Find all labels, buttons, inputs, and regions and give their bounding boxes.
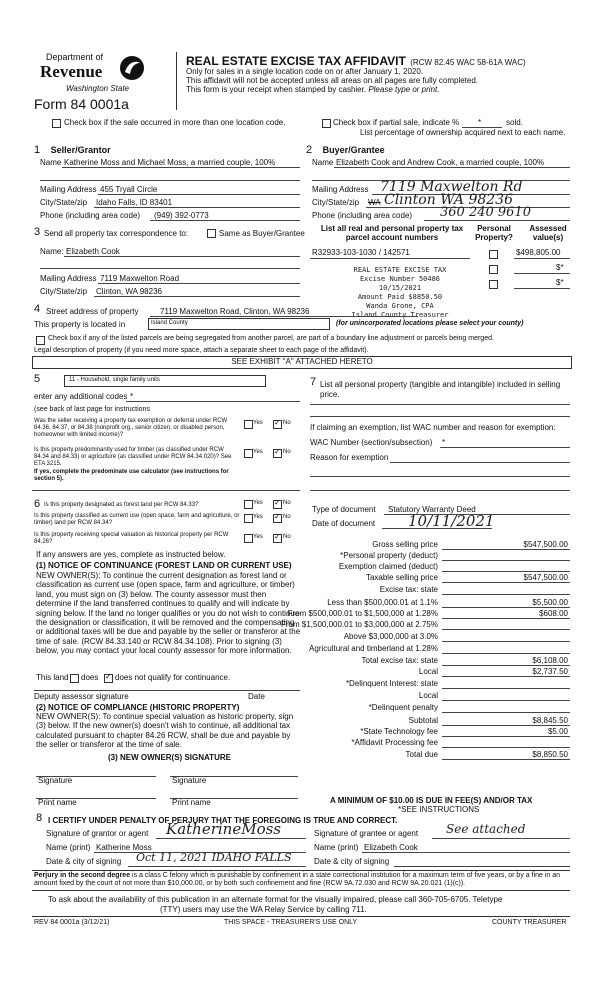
calc-line	[442, 676, 570, 677]
assessed-col-header: Assessed value(s)	[529, 224, 567, 242]
corr-name-line	[64, 256, 300, 257]
calc-label: Gross selling price	[372, 540, 438, 549]
wac-value[interactable]: *	[442, 438, 446, 447]
notice3-heading: (3) NEW OWNER(S) SIGNATURE	[108, 753, 231, 762]
title-ref: (RCW 82.45 WAC 58-61A WAC)	[410, 58, 526, 67]
county-treasurer: COUNTY TREASURER	[492, 919, 567, 926]
minimum-due: A MINIMUM OF $10.00 IS DUE IN FEE(S) AND/OR TAX	[330, 796, 533, 805]
partial-sold: sold.	[506, 118, 523, 127]
land-does-not-label: does not qualify for continuance.	[115, 673, 231, 682]
seller-phone-label: Phone (including area code)	[40, 211, 141, 220]
calc-line	[442, 594, 570, 595]
calc-line	[442, 747, 570, 748]
partial-sale-label: Check box if partial sale, indicate %	[333, 118, 460, 127]
seller-phone-line	[150, 220, 300, 221]
notice1-body: NEW OWNER(S): To continue the current designation as forest land or classification as current use (open space, farm and agriculture, or timber) land, you must sign on (3) below. The county assessor must then determine if the land transferred continues to qualify and will indicate by signing below. If the land no longer qualifies or you do not wish to continue the designation or classification, it will be removed and the compensating or additional taxes will be due and payable by the seller or transferor at the time of sale. (RCW 84.33.140 or RCW 84.34.108). Prior to signing (3) below, you may contact your local county assessor for more information.	[36, 571, 301, 656]
perjury-bold: Perjury in the second degree	[34, 872, 131, 879]
notice2-body: NEW OWNER(S): To continue special valuation as historic property, sign (3) below. If the new owner(s) doesn't wish to continue, all additional tax calculated pursuant to chapter 84.26 RCW, shall be due and payable by the seller or transferor at the time of sale.	[36, 712, 294, 750]
calc-label: Local	[418, 691, 438, 700]
grantor-sig-label: Signature of grantor or agent	[46, 829, 149, 838]
seller-mail[interactable]: 455 Tryall Circle	[100, 185, 158, 194]
use-code-value: 11 - Household, single family units	[69, 377, 160, 383]
s5-q2b: If yes, complete the predominate use calculator (see instructions for section 5).	[34, 469, 229, 482]
calc-label: *Delinquent Interest: state	[345, 679, 438, 688]
s6-q3: Is this property receiving special valuation as historical property per RCW 84.26?	[34, 532, 229, 545]
s7-line-2	[310, 416, 570, 417]
perjury-text: is a class C felony which is punishable by confinement in a state correctional institution for a maximum term of five years, or by a fine in an amount fixed by the court of not more than $10,000.00, or by both such confinement and fine (RCW 9A.72.030 and RCW 9A.20.021 (1)(c)).	[34, 872, 561, 887]
seller-name-label: Name	[40, 158, 62, 167]
calc-value[interactable]: $547,500.00	[523, 540, 568, 549]
seller-mail-label: Mailing Address	[40, 185, 97, 194]
buyer-city-strike: WA	[368, 198, 381, 207]
calc-line	[442, 725, 570, 726]
s5-q2-yes: Yes	[253, 449, 263, 455]
calc-label: Agricultural and timberland at 1.28%	[309, 644, 438, 653]
land-does-label: does	[81, 673, 99, 682]
calc-line	[442, 688, 570, 689]
grantor-signature[interactable]: KatherineMoss	[166, 820, 282, 838]
dept-line3: Washington State	[66, 84, 130, 93]
doc-date-value[interactable]: 10/11/2021	[408, 512, 495, 530]
rev-number: REV 84 0001a (3/12/21)	[34, 919, 110, 926]
personal-prop-checkbox-2[interactable]	[489, 265, 498, 274]
buyer-mail-label: Mailing Address	[312, 185, 369, 194]
stamp-line4: Amount Paid $8850.50	[357, 293, 443, 301]
s6-q3-no: No	[283, 534, 291, 540]
located-label: This property is located in	[34, 320, 126, 329]
calc-value[interactable]: $6,108.00	[532, 656, 568, 665]
seller-city[interactable]: Idaho Falls, ID 83401	[96, 198, 173, 207]
calc-value[interactable]: $608.00	[539, 609, 568, 618]
calc-label: From $1,500,000.01 to $3,000,000 at 2.75%	[280, 620, 438, 629]
land-does-box[interactable]	[70, 674, 79, 683]
calc-line	[442, 653, 570, 654]
section5-num: 5	[34, 373, 41, 385]
form-number: Form 84 0001a	[34, 96, 129, 112]
buyer-num: 2	[306, 144, 313, 156]
seller-heading: Seller/Grantor	[50, 145, 111, 155]
grantor-sig-line	[156, 838, 306, 839]
calc-value[interactable]: $8,850.50	[532, 750, 568, 759]
calc-label: Local	[418, 667, 438, 676]
calc-line	[442, 607, 570, 608]
s5-q1-yes: Yes	[253, 420, 263, 426]
s6-if-yes: If any answers are yes, complete as instructed below.	[36, 550, 226, 559]
calc-value[interactable]: $2,737.50	[532, 667, 568, 676]
segregated-checkbox[interactable]	[36, 336, 45, 345]
calc-line	[442, 618, 570, 619]
footer-rule-3	[32, 916, 570, 917]
stamp-line2: Excise Number 50486	[359, 275, 441, 283]
corr-city-label: City/State/zip	[40, 287, 88, 296]
subtitle-3b: Please type or print.	[368, 85, 440, 94]
calc-line	[442, 736, 570, 737]
calc-line	[442, 712, 570, 713]
buyer-phone-label: Phone (including area code)	[312, 211, 413, 220]
calc-value[interactable]: $547,500.00	[523, 573, 568, 582]
grantee-sig-line	[432, 838, 570, 839]
seller-name-line	[62, 167, 300, 168]
this-land-label: This land	[36, 673, 69, 682]
see-back-label: (see back of last page for instructions	[34, 406, 150, 413]
s5-q1-no: No	[283, 420, 291, 426]
additional-line	[126, 401, 300, 402]
s5-q1-no-box[interactable]	[273, 420, 282, 429]
calc-line	[442, 582, 570, 583]
s6-q1-no: No	[283, 500, 291, 506]
county-note: (for unincorporated locations please select your county)	[336, 320, 524, 327]
wac-label: WAC Number (section/subsection)	[310, 438, 433, 447]
buyer-name-line	[334, 167, 570, 168]
calc-line	[442, 700, 570, 701]
seller-city-line	[94, 207, 300, 208]
doc-date-line	[382, 528, 492, 529]
owner-print-label-2: Print name	[172, 798, 211, 807]
certify-text: I CERTIFY UNDER PENALTY OF PERJURY THAT THE FOREGOING IS TRUE AND CORRECT.	[48, 816, 398, 825]
segregated-label: Check box if any of the listed parcels are being segregated from another parcel, are part of a boundary line adjustment or parcels being merged.	[48, 335, 494, 342]
section6-num: 6	[34, 498, 41, 510]
assessor-sig-label: Deputy assessor signature	[34, 692, 129, 701]
grantee-signature[interactable]: See attached	[446, 822, 526, 836]
county-select[interactable]	[148, 318, 330, 330]
property-num: 4	[34, 303, 41, 315]
owner-print-label-1: Print name	[38, 798, 77, 807]
subtitle-2: This affidavit will not be accepted unless all areas on all pages are fully completed.	[186, 76, 479, 85]
stamp-line1: REAL ESTATE EXCISE TAX	[353, 266, 447, 274]
s7-line-1	[310, 404, 570, 405]
partial-note: List percentage of ownership acquired next to each name.	[360, 128, 566, 137]
owner-sig-label-1: Signature	[38, 776, 73, 785]
seller-phone[interactable]: (949) 392-0773	[154, 211, 209, 220]
use-code-select[interactable]	[64, 375, 266, 387]
perjury-notice	[34, 872, 570, 888]
seller-name-line2	[40, 180, 300, 181]
dept-line2: Revenue	[40, 62, 103, 81]
grantee-sig-label: Signature of grantee or agent	[314, 829, 419, 838]
county-value: Island County	[151, 320, 188, 326]
buyer-phone-line	[424, 220, 570, 221]
calc-value[interactable]: $5,500.00	[532, 598, 568, 607]
grantee-name-line	[362, 852, 570, 853]
wac-line	[440, 447, 570, 448]
tax-calculation	[280, 540, 572, 820]
corr-name-label: Name:	[40, 247, 64, 256]
stamp-line6: Island County Treasurer	[351, 311, 449, 319]
reason-line-2	[310, 476, 570, 477]
subtitle-3	[186, 85, 439, 94]
calc-label: *Delinquent penalty	[368, 703, 438, 712]
personal-prop-checkbox-1[interactable]	[489, 250, 498, 259]
seller-section	[34, 140, 111, 158]
exhibit-text: SEE EXHIBIT "A" ATTACHED HERETO	[231, 357, 373, 366]
dept-line1: Department of	[46, 52, 104, 62]
corr-city[interactable]: Clinton, WA 98236	[96, 287, 162, 296]
calc-label: From $500,000.01 to $1,500,000 at 1.28%	[287, 609, 438, 618]
s6-q1: Is this property designated as forest land per RCW 84.33?	[44, 502, 199, 508]
see-instructions: *SEE INSTRUCTIONS	[398, 805, 480, 814]
s6-q3-yes: Yes	[253, 534, 263, 540]
buyer-name-label: Name	[312, 158, 334, 167]
treasurer-stamp	[330, 266, 470, 320]
calc-label: Above $3,000,000 at 3.0%	[343, 632, 438, 641]
seller-city-label: City/State/zip	[40, 198, 88, 207]
partial-pct[interactable]: *	[478, 118, 482, 127]
seller-num: 1	[34, 144, 41, 156]
wa-logo-icon	[118, 54, 146, 82]
section8-num: 8	[36, 812, 43, 824]
calc-line	[442, 560, 570, 561]
grantor-date-line	[128, 866, 306, 867]
calc-line	[442, 629, 570, 630]
seller-name[interactable]: Katherine Moss and Michael Moss, a married couple, 100%	[64, 158, 276, 167]
s6-q2-yes: Yes	[253, 514, 263, 520]
grantee-name[interactable]: Elizabeth Cook	[364, 843, 418, 852]
property-address-label: Street address of property	[46, 307, 139, 316]
same-as-buyer-label: Same as Buyer/Grantee	[219, 229, 305, 238]
calc-label: Taxable selling price	[365, 573, 438, 582]
assessed-value[interactable]: $498,805.00	[516, 248, 561, 257]
section7-label: List all personal property (tangible and intangible) included in selling price.	[320, 380, 561, 399]
corr-mail[interactable]: 7119 Maxwelton Road	[100, 274, 180, 283]
doc-type-value[interactable]: Statutory Warranty Deed	[388, 505, 476, 514]
s6-q2-no: No	[283, 514, 291, 520]
correspondence-num: 3	[34, 226, 41, 238]
parcel-line	[310, 258, 470, 259]
s6-q1-no-box[interactable]	[273, 500, 282, 509]
corr-mail-label: Mailing Address	[40, 274, 97, 283]
access-line-2: (TTY) users may use the WA Relay Service by calling 711.	[160, 905, 367, 914]
grantor-name[interactable]: Katherine Moss	[96, 843, 152, 852]
stamp-line3: 10/15/2021	[378, 284, 422, 292]
buyer-city[interactable]: Clinton WA 98236	[384, 192, 513, 208]
footer-rule-1	[32, 870, 570, 871]
doc-type-label: Type of document	[312, 505, 376, 514]
corr-name-line2	[40, 268, 300, 269]
buyer-section	[306, 140, 385, 158]
s5-divider	[32, 490, 300, 491]
s6-q1-yes-box[interactable]	[244, 500, 253, 509]
notice2-heading: (2) NOTICE OF COMPLIANCE (HISTORIC PROPERTY)	[36, 703, 240, 712]
s5-q2-no-box[interactable]	[273, 449, 282, 458]
s5-q2-no: No	[283, 449, 291, 455]
grantee-name-label: Name (print)	[314, 843, 359, 852]
calc-line	[442, 571, 570, 572]
s6-q2-no-box[interactable]	[273, 514, 282, 523]
land-does-not-box[interactable]	[104, 674, 113, 683]
reason-line-3	[310, 490, 570, 491]
subtitle-1: Only for sales in a single location code on or after January 1, 2020.	[186, 67, 424, 76]
s6-q1-yes: Yes	[253, 500, 263, 506]
s5-q1-yes-box[interactable]	[244, 420, 253, 429]
calc-label: Subtotal	[408, 716, 438, 725]
corr-city-line	[94, 296, 300, 297]
additional-codes-value[interactable]: *	[130, 392, 134, 401]
subtitle-3a: This form is your receipt when stamped by cashier.	[186, 85, 367, 94]
notice1-heading: (1) NOTICE OF CONTINUANCE (FOREST LAND OR CURRENT USE)	[36, 561, 292, 570]
grantor-date-label: Date & city of signing	[46, 857, 122, 866]
grantee-date-line	[394, 866, 570, 867]
corr-name[interactable]: Elizabeth Cook	[66, 247, 120, 256]
buyer-name[interactable]: Elizabeth Cook and Andrew Cook, a married couple, 100%	[336, 158, 545, 167]
reason-line-1	[390, 462, 570, 463]
seller-mail-line	[98, 194, 300, 195]
same-as-buyer-checkbox[interactable]	[207, 229, 216, 238]
header-divider	[176, 52, 177, 110]
s6-q3-yes-box[interactable]	[244, 534, 253, 543]
title-text: REAL ESTATE EXCISE TAX AFFIDAVIT	[186, 54, 406, 68]
grantor-date-city[interactable]: Oct 11, 2021 IDAHO FALLS	[136, 851, 292, 864]
multi-location-checkbox[interactable]	[52, 119, 61, 128]
assessed-blank-2[interactable]: $*	[556, 263, 564, 272]
s5-q1: Was the seller receiving a property tax exemption or deferral under RCW 84.36, 84.37, or 84.38 (nonprofit org., senior citizen, or disabled person, homeowner with limited income)?	[34, 418, 228, 438]
corr-mail-line	[98, 283, 300, 284]
additional-codes-label: enter any additional codes	[34, 392, 128, 401]
s5-q2: Is this property predominantly used for timber (as classified under RCW 84.34 and 84.33) or agriculture (as classified under RCW 84.34.020)? See ETA 3215.	[34, 447, 232, 467]
calc-label: *State Technology fee	[360, 727, 438, 736]
partial-sale-checkbox[interactable]	[322, 119, 331, 128]
buyer-heading: Buyer/Grantee	[322, 145, 385, 155]
assessed-blank-3[interactable]: $*	[556, 278, 564, 287]
property-address[interactable]: 7119 Maxwelton Road, Clinton, WA 98236	[160, 307, 310, 316]
access-line-1: To ask about the availability of this publication in an alternate format for the visually impaired, please call 360-705-6705. Teletype	[48, 895, 503, 904]
correspondence-label: Send all property tax correspondence to:	[44, 229, 189, 238]
personal-prop-checkbox-3[interactable]	[489, 280, 498, 289]
owner-sig-label-2: Signature	[172, 776, 207, 785]
calc-line	[442, 549, 570, 550]
section7-num: 7	[310, 376, 317, 388]
s6-q2: Is this property classified as current use (open space, farm and agriculture, or timber) land per RCW 84.34?	[34, 513, 240, 526]
assessed-line-2	[514, 273, 570, 274]
calc-value[interactable]: $8,845.50	[532, 716, 568, 725]
s6-q3-no-box[interactable]	[273, 534, 282, 543]
calc-label: Excise tax: state	[379, 585, 438, 594]
buyer-city-label: City/State/zip	[312, 198, 360, 207]
calc-label: *Affidavit Processing fee	[351, 738, 438, 747]
s5-q2-yes-box[interactable]	[244, 449, 253, 458]
calc-label: Total excise tax: state	[361, 656, 438, 665]
treasurer-space: THIS SPACE - TREASURER'S USE ONLY	[224, 919, 358, 926]
calc-line	[442, 759, 570, 760]
buyer-phone[interactable]: 360 240 9610	[440, 205, 531, 220]
grantor-name-label: Name (print)	[46, 843, 91, 852]
parcel-col-header: List all real and personal property tax parcel account numbers	[320, 224, 464, 242]
calc-label: Less than $500,000.01 at 1.1%	[327, 598, 438, 607]
grantee-date-label: Date & city of signing	[314, 857, 390, 866]
personal-col-header: Personal Property?	[475, 224, 513, 242]
doc-date-label: Date of document	[312, 519, 376, 528]
assessed-line-3	[514, 288, 570, 289]
buyer-mail[interactable]: 7119 Maxwelton Rd	[380, 179, 523, 195]
footer-rule-2	[32, 890, 570, 891]
assessed-line-1	[514, 258, 570, 259]
exhibit-box[interactable]	[32, 356, 572, 369]
exemption-label: If claiming an exemption, list WAC number and reason for exemption:	[310, 423, 556, 432]
calc-value[interactable]: $5.00	[547, 727, 568, 736]
calc-label: Exemption claimed (deduct)	[338, 562, 438, 571]
reason-label: Reason for exemption	[310, 453, 389, 462]
assessor-date-label: Date	[248, 692, 265, 701]
property-address-line	[150, 316, 418, 317]
s6-q2-yes-box[interactable]	[244, 514, 253, 523]
assessor-sig-line	[34, 690, 300, 691]
legal-label: Legal description of property (if you need more space, attach a separate sheet to each page of the affidavit).	[34, 347, 369, 354]
calc-label: *Personal property (deduct)	[340, 551, 438, 560]
multi-location-label: Check box if the sale occurred in more than one location code.	[64, 118, 286, 127]
calc-line	[442, 665, 570, 666]
stamp-line5: Wanda Grone, CPA	[366, 302, 434, 310]
calc-line	[442, 641, 570, 642]
calc-label: Total due	[405, 750, 438, 759]
parcel-number[interactable]: R32933-103-1030 / 142571	[312, 248, 410, 257]
